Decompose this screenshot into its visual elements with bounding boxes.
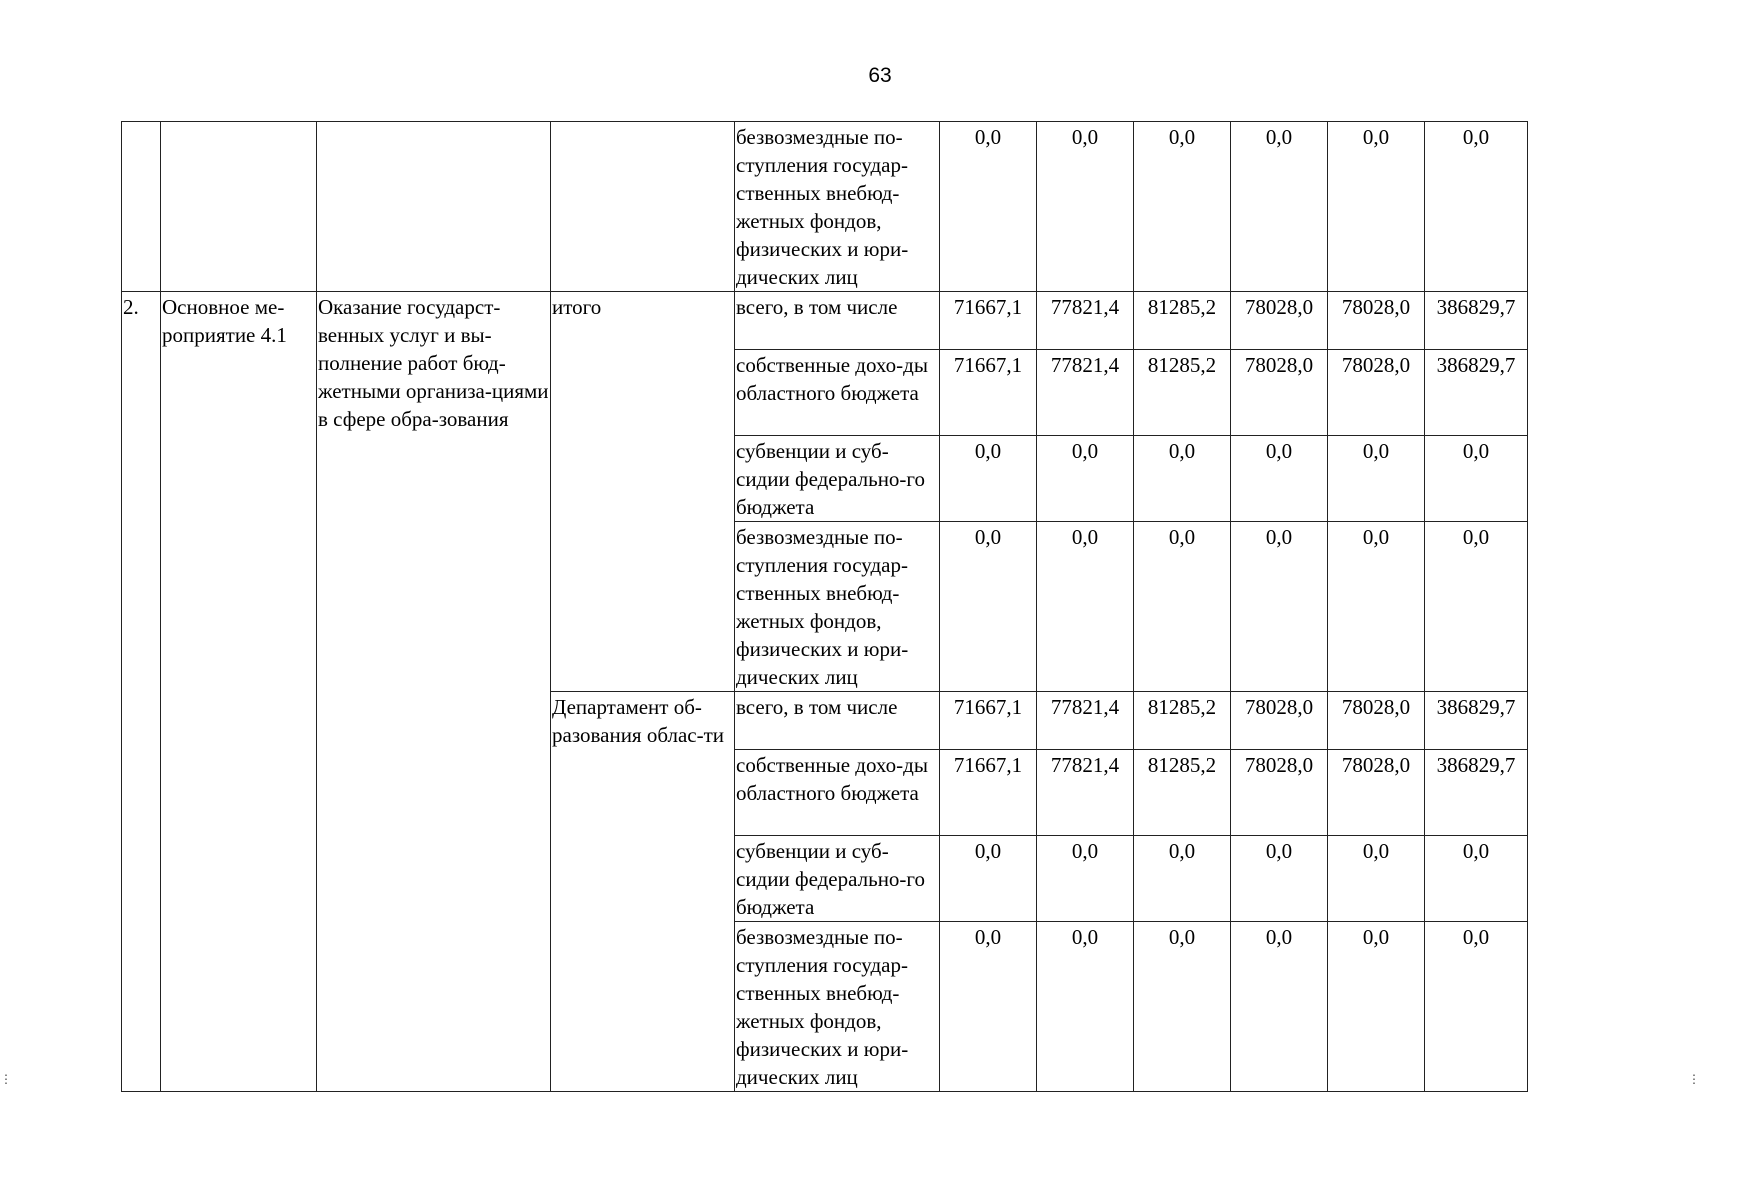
value-cell: 0,0 [1134, 922, 1231, 1092]
value-cell: 0,0 [1231, 436, 1328, 522]
value-cell: 0,0 [1328, 436, 1425, 522]
value-cell: 386829,7 [1425, 292, 1528, 350]
value-cell: 71667,1 [940, 292, 1037, 350]
value-cell: 0,0 [1328, 836, 1425, 922]
executor-cell: Департамент об-разования облас-ти [551, 692, 735, 1092]
value-cell: 386829,7 [1425, 350, 1528, 436]
funding-source-cell: собственные дохо-ды областного бюджета [735, 350, 940, 436]
scan-edge-mark-left: ⋮ [0, 1072, 12, 1086]
value-cell: 0,0 [1134, 836, 1231, 922]
executor-cell: итого [551, 292, 735, 692]
value-cell: 386829,7 [1425, 692, 1528, 750]
value-cell: 77821,4 [1037, 350, 1134, 436]
value-cell: 81285,2 [1134, 692, 1231, 750]
value-cell: 71667,1 [940, 750, 1037, 836]
funding-source-cell: безвозмездные по-ступления государ-ственных внебюд-жетных фондов, физических и юри-дических лиц [735, 122, 940, 292]
value-cell: 0,0 [940, 836, 1037, 922]
measure-description-cell: Оказание государст-венных услуг и вы-полнение работ бюд-жетными организа-циями в сфере обра-зования [317, 292, 551, 1092]
value-cell: 0,0 [1134, 522, 1231, 692]
value-cell: 0,0 [1328, 922, 1425, 1092]
value-cell: 0,0 [1425, 436, 1528, 522]
value-cell: 0,0 [1037, 436, 1134, 522]
value-cell: 0,0 [1425, 122, 1528, 292]
funding-source-cell: безвозмездные по-ступления государ-ственных внебюд-жетных фондов, физических и юри-дических лиц [735, 922, 940, 1092]
value-cell: 0,0 [940, 922, 1037, 1092]
value-cell: 77821,4 [1037, 692, 1134, 750]
value-cell: 0,0 [1425, 922, 1528, 1092]
table-row [122, 122, 1528, 292]
value-cell: 78028,0 [1231, 350, 1328, 436]
value-cell: 0,0 [1425, 522, 1528, 692]
value-cell: 78028,0 [1231, 692, 1328, 750]
value-cell: 77821,4 [1037, 292, 1134, 350]
value-cell: 77821,4 [1037, 750, 1134, 836]
value-cell: 0,0 [1328, 122, 1425, 292]
value-cell: 0,0 [1328, 522, 1425, 692]
value-cell: 81285,2 [1134, 350, 1231, 436]
scan-edge-mark-right: ⋮ [1688, 1072, 1700, 1086]
value-cell: 78028,0 [1328, 292, 1425, 350]
funding-source-cell: всего, в том числе [735, 292, 940, 350]
value-cell: 78028,0 [1328, 692, 1425, 750]
value-cell: 78028,0 [1328, 750, 1425, 836]
value-cell: 0,0 [1037, 122, 1134, 292]
value-cell: 71667,1 [940, 350, 1037, 436]
value-cell: 0,0 [1231, 122, 1328, 292]
funding-source-cell: безвозмездные по-ступления государ-ственных внебюд-жетных фондов, физических и юри-дических лиц [735, 522, 940, 692]
funding-source-cell: субвенции и суб-сидии федерально-го бюджета [735, 436, 940, 522]
value-cell: 0,0 [1037, 922, 1134, 1092]
value-cell: 0,0 [1425, 836, 1528, 922]
table-row [122, 292, 1528, 350]
budget-table [121, 121, 1528, 1092]
value-cell: 81285,2 [1134, 750, 1231, 836]
value-cell: 0,0 [940, 522, 1037, 692]
value-cell: 0,0 [940, 122, 1037, 292]
value-cell: 386829,7 [1425, 750, 1528, 836]
measure-name-cell: Основное ме-роприятие 4.1 [161, 292, 317, 1092]
page-number: 63 [868, 64, 892, 87]
funding-source-cell: субвенции и суб-сидии федерально-го бюджета [735, 836, 940, 922]
value-cell: 81285,2 [1134, 292, 1231, 350]
value-cell: 78028,0 [1231, 750, 1328, 836]
value-cell: 78028,0 [1231, 292, 1328, 350]
empty-cell [122, 122, 161, 292]
value-cell: 0,0 [1037, 522, 1134, 692]
measure-number-cell: 2. [122, 292, 161, 1092]
value-cell: 0,0 [1134, 122, 1231, 292]
value-cell: 0,0 [1231, 836, 1328, 922]
funding-source-cell: всего, в том числе [735, 692, 940, 750]
value-cell: 78028,0 [1328, 350, 1425, 436]
value-cell: 0,0 [1134, 436, 1231, 522]
value-cell: 0,0 [1231, 922, 1328, 1092]
value-cell: 71667,1 [940, 692, 1037, 750]
funding-source-cell: собственные дохо-ды областного бюджета [735, 750, 940, 836]
value-cell: 0,0 [1231, 522, 1328, 692]
empty-cell [317, 122, 551, 292]
empty-cell [161, 122, 317, 292]
empty-cell [551, 122, 735, 292]
value-cell: 0,0 [1037, 836, 1134, 922]
value-cell: 0,0 [940, 436, 1037, 522]
